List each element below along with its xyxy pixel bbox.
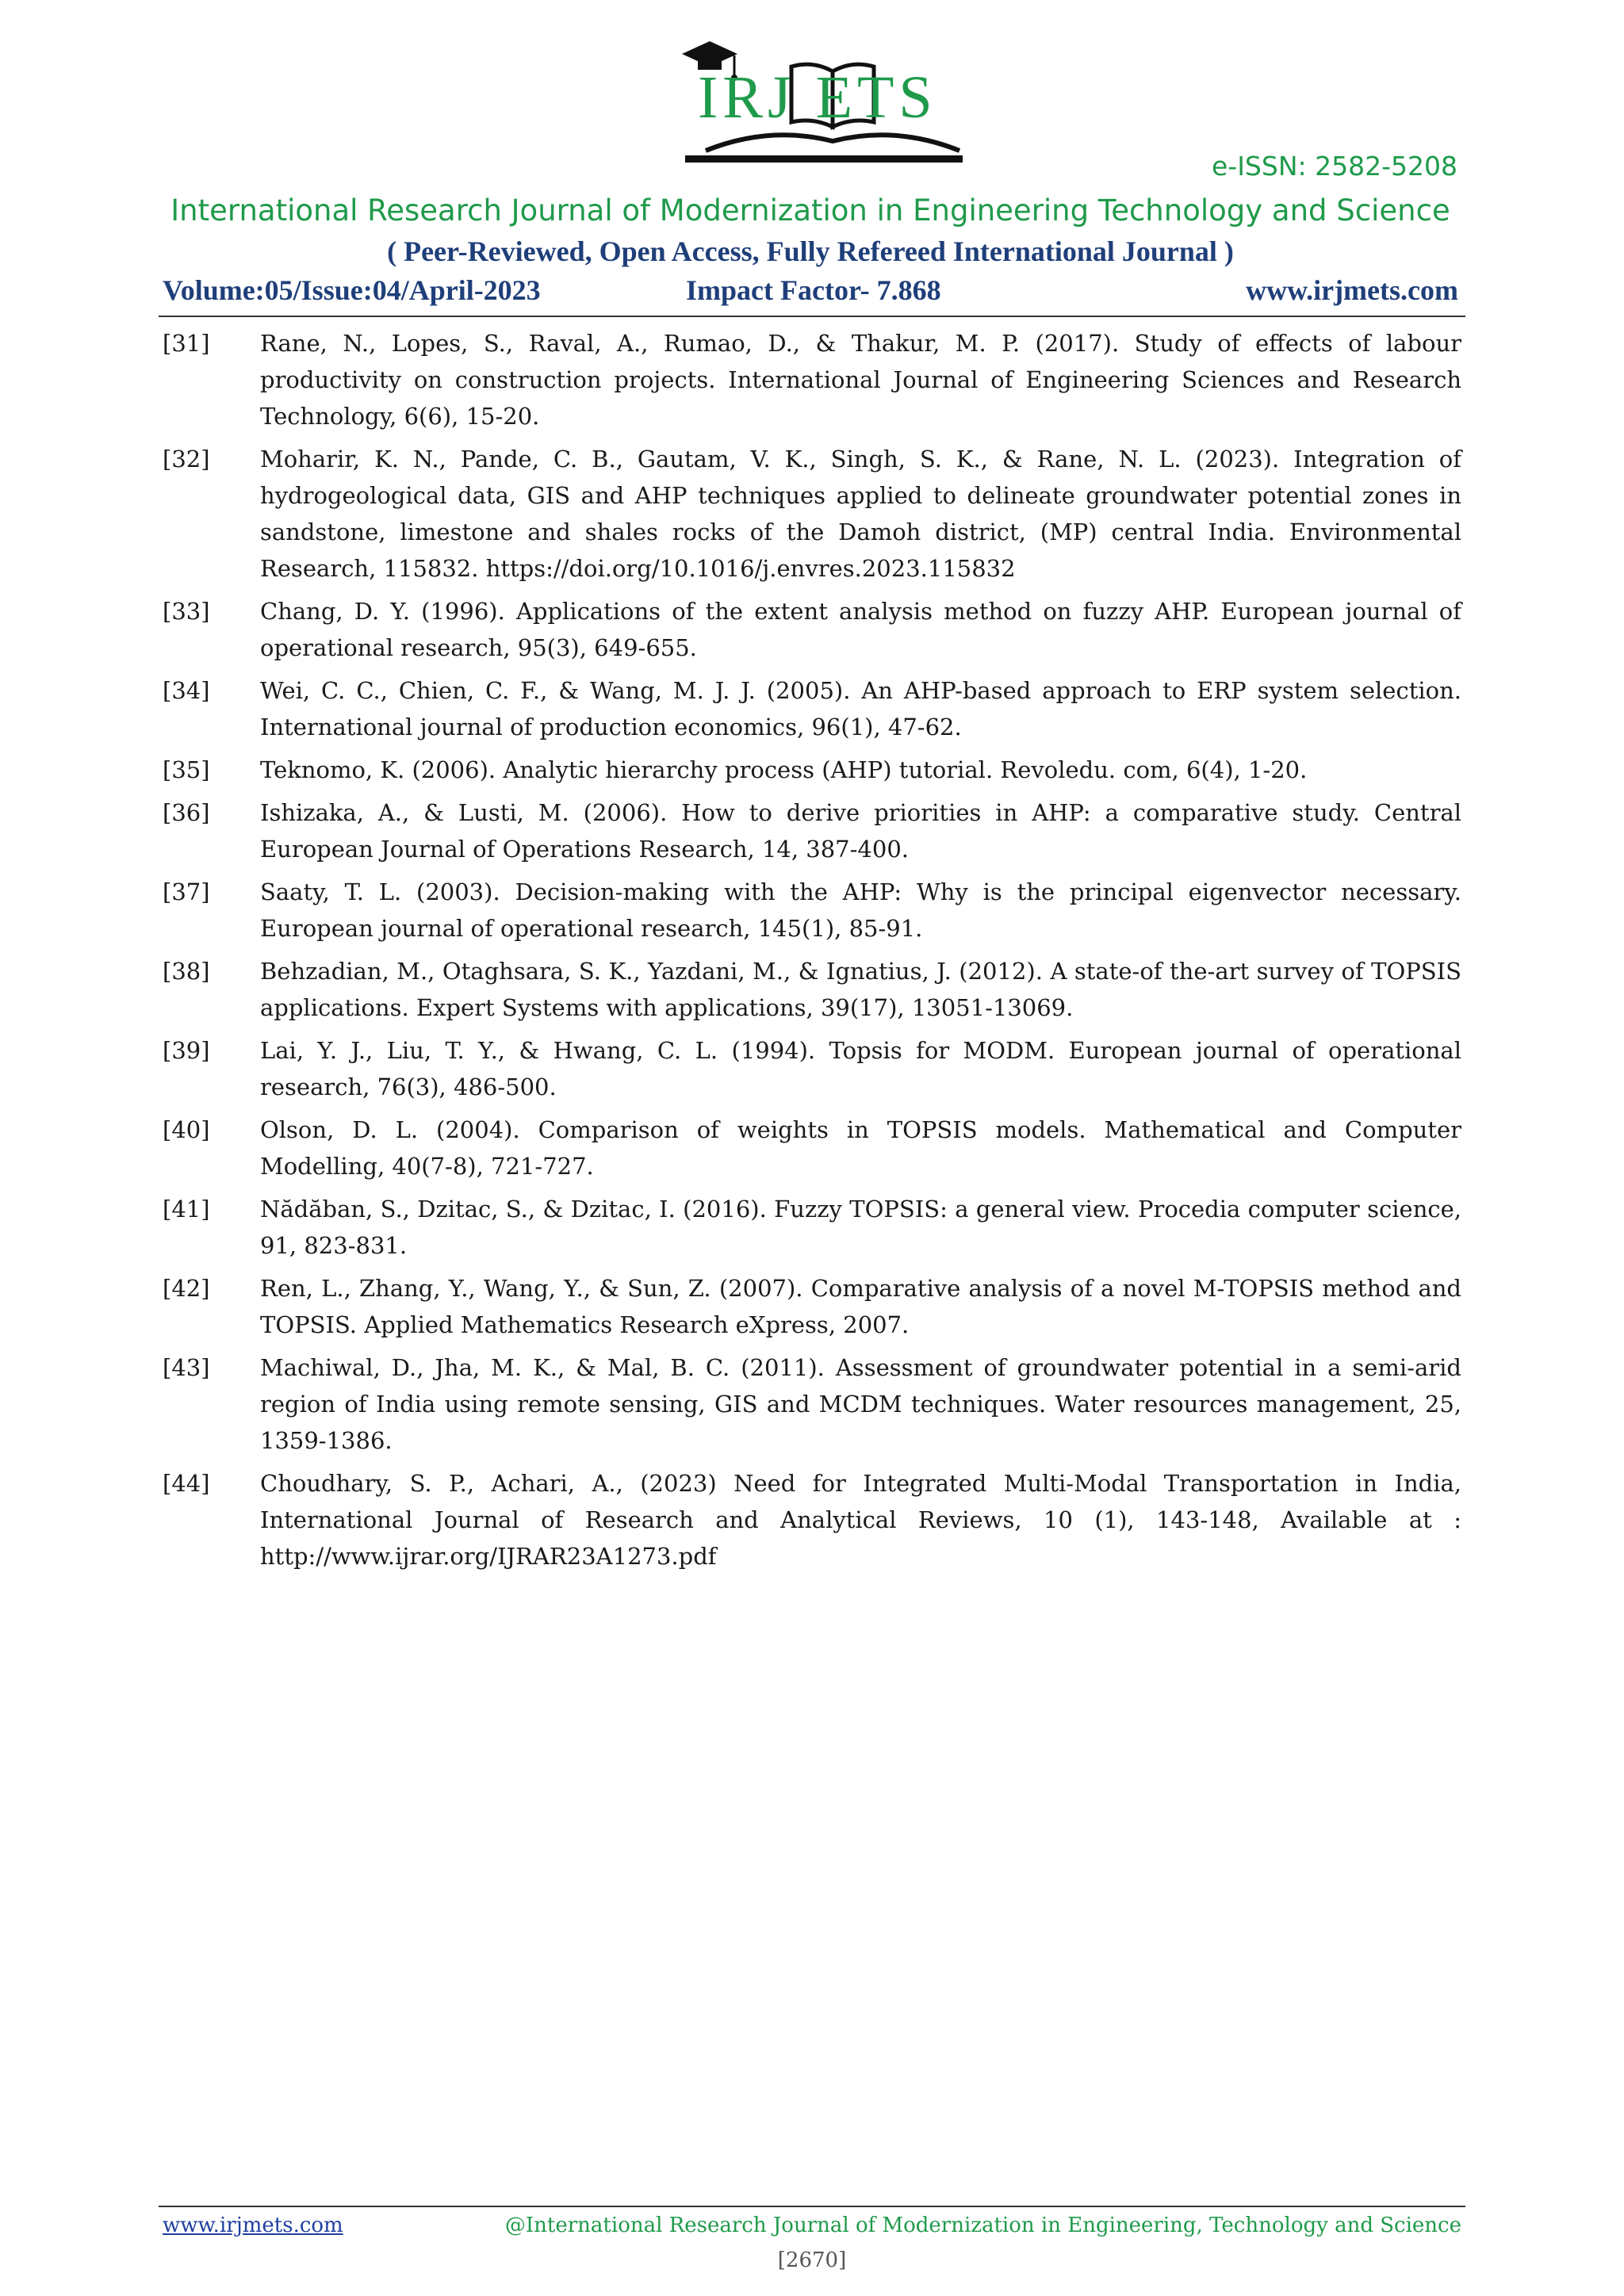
reference-item xyxy=(163,1465,1461,1575)
reference-number: [33] xyxy=(163,598,210,625)
reference-number: [41] xyxy=(163,1196,210,1223)
reference-text: Nădăban, S., Dzitac, S., & Dzitac, I. (2016). Fuzzy TOPSIS: a general view. Procedia computer science, 91, 823-831. xyxy=(260,1196,1461,1259)
footer-divider xyxy=(159,2206,1465,2207)
reference-number: [38] xyxy=(163,958,210,985)
reference-item xyxy=(163,325,1461,434)
reference-text: Saaty, T. L. (2003). Decision-making with the AHP: Why is the principal eigenvector necessary. European journal of operational research, 145(1), 85-91. xyxy=(260,878,1461,942)
reference-text: Behzadian, M., Otaghsara, S. K., Yazdani, M., & Ignatius, J. (2012). A state-of the-art survey of TOPSIS applications. Expert Systems with applications, 39(17), 13051-13069. xyxy=(260,958,1461,1021)
header-website: www.irjmets.com xyxy=(1246,274,1458,306)
issn: e-ISSN: 2582-5208 xyxy=(1211,151,1457,182)
footer-journal-name: @International Research Journal of Modernization in Engineering, Technology and Science xyxy=(504,2214,1461,2237)
reference-text: Lai, Y. J., Liu, T. Y., & Hwang, C. L. (1994). Topsis for MODM. European journal of operational research, 76(3), 486-500. xyxy=(260,1037,1461,1100)
reference-number: [43] xyxy=(163,1354,210,1381)
reference-item xyxy=(163,1270,1461,1343)
reference-number: [37] xyxy=(163,878,210,905)
reference-item xyxy=(163,953,1461,1026)
footer-website-link[interactable]: www.irjmets.com xyxy=(163,2214,343,2237)
reference-item xyxy=(163,752,1461,788)
reference-text: Ishizaka, A., & Lusti, M. (2006). How to derive priorities in AHP: a comparative study. Central European Journal of Operations Research, 14, 387-400. xyxy=(260,799,1461,863)
reference-number: [32] xyxy=(163,446,210,473)
reference-number: [39] xyxy=(163,1037,210,1064)
reference-text: Ren, L., Zhang, Y., Wang, Y., & Sun, Z. (2007). Comparative analysis of a novel M-TOPSIS method and TOPSIS. Applied Mathematics Research eXpress, 2007. xyxy=(260,1275,1461,1338)
reference-text: Moharir, K. N., Pande, C. B., Gautam, V. K., Singh, S. K., & Rane, N. L. (2023). Integration of hydrogeological data, GIS and AHP techniques applied to delineate groundwater potential zones in sandstone, limestone and shales rocks of the Damoh district, (MP) central India. Environmental Research, 115832. https://doi.org/10.1016/j.envres.2023.115832 xyxy=(260,446,1461,582)
reference-number: [34] xyxy=(163,677,210,704)
reference-item xyxy=(163,1191,1461,1264)
reference-item xyxy=(163,593,1461,666)
reference-text: Wei, C. C., Chien, C. F., & Wang, M. J. J. (2005). An AHP-based approach to ERP system selection. International journal of production economics, 96(1), 47-62. xyxy=(260,677,1461,740)
reference-text: Chang, D. Y. (1996). Applications of the extent analysis method on fuzzy AHP. European journal of operational research, 95(3), 649-655. xyxy=(260,598,1461,661)
journal-subtitle: ( Peer-Reviewed, Open Access, Fully Refereed International Journal ) xyxy=(387,235,1234,267)
reference-number: [42] xyxy=(163,1275,210,1302)
reference-item xyxy=(163,874,1461,947)
reference-number: [44] xyxy=(163,1470,210,1497)
reference-text: Olson, D. L. (2004). Comparison of weights in TOPSIS models. Mathematical and Computer Modelling, 40(7-8), 721-727. xyxy=(260,1116,1461,1180)
reference-number: [36] xyxy=(163,799,210,826)
reference-text: Machiwal, D., Jha, M. K., & Mal, B. C. (2011). Assessment of groundwater potential in a semi-arid region of India using remote sensing, GIS and MCDM techniques. Water resources management, 25, 1359-1386. xyxy=(260,1354,1461,1454)
journal-title: International Research Journal of Modernization in Engineering Technology and Science xyxy=(170,193,1450,228)
volume-issue: Volume:05/Issue:04/April-2023 xyxy=(163,274,541,306)
reference-text: Rane, N., Lopes, S., Raval, A., Rumao, D., & Thakur, M. P. (2017). Study of effects of labour productivity on construction projects. International Journal of Engineering Sciences and Research Technology, 6(6), 15-20. xyxy=(260,330,1461,430)
volume-row xyxy=(163,274,1458,315)
reference-text: Choudhary, S. P., Achari, A., (2023) Need for Integrated Multi-Modal Transportation in India, International Journal of Research and Analytical Reviews, 10 (1), 143-148, Available at : http://www.ijrar.org/IJRAR23A1273.pdf xyxy=(260,1470,1461,1570)
reference-item xyxy=(163,1349,1461,1459)
reference-text: Teknomo, K. (2006). Analytic hierarchy process (AHP) tutorial. Revoledu. com, 6(4), 1-20. xyxy=(260,756,1308,783)
reference-number: [40] xyxy=(163,1116,210,1143)
reference-item xyxy=(163,1112,1461,1184)
header-divider xyxy=(159,316,1465,317)
logo-text: IRJ ETS xyxy=(698,64,937,131)
impact-factor: Impact Factor- 7.868 xyxy=(686,274,941,306)
page-number: [2670] xyxy=(777,2248,847,2272)
reference-item xyxy=(163,672,1461,745)
reference-number: [35] xyxy=(163,756,210,783)
journal-logo xyxy=(674,32,967,174)
reference-item xyxy=(163,794,1461,867)
reference-list xyxy=(163,325,1461,1581)
reference-item xyxy=(163,441,1461,587)
reference-number: [31] xyxy=(163,330,210,357)
reference-item xyxy=(163,1032,1461,1105)
